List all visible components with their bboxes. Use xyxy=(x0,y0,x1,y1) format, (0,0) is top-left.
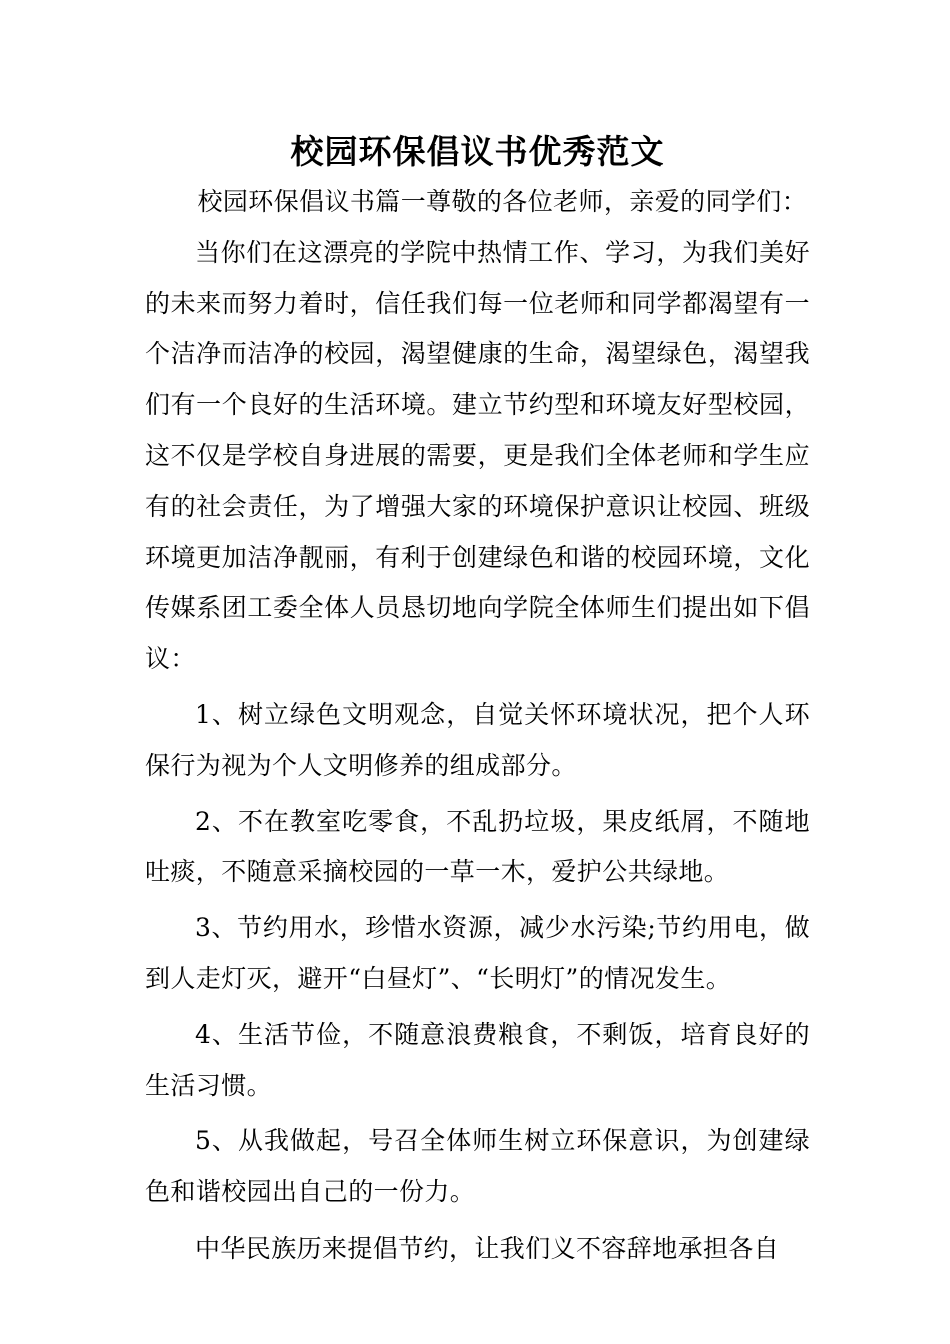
document-title: 校园环保倡议书优秀范文 xyxy=(290,132,665,171)
paragraph-item-3: 3、节约用水，珍惜水资源，减少水污染;节约用电，做到人走灯灭，避开“白昼灯”、“长明灯”的情况发生。 xyxy=(145,913,810,993)
document-page xyxy=(145,128,810,1275)
paragraph-item-4: 4、生活节俭，不随意浪费粮食，不剩饭，培育良好的生活习惯。 xyxy=(145,1019,810,1100)
greeting-line: 校园环保倡议书篇一尊敬的各位老师，亲爱的同学们： xyxy=(197,187,808,216)
paragraph-item-2: 2、不在教室吃零食，不乱扔垃圾，果皮纸屑，不随地吐痰，不随意采摘校园的一草一木，爱护公共绿地。 xyxy=(145,806,810,887)
paragraph-item-5: 5、从我做起，号召全体师生树立环保意识，为创建绿色和谐校园出自己的一份力。 xyxy=(145,1126,810,1207)
paragraph-item-1: 1、树立绿色文明观念，自觉关怀环境状况，把个人环保行为视为个人文明修养的组成部分。 xyxy=(145,699,810,780)
paragraph-closing: 中华民族历来提倡节约，让我们义不容辞地承担各自 xyxy=(195,1233,780,1263)
paragraph-intro: 当你们在这漂亮的学院中热情工作、学习，为我们美好的未来而努力着时，信任我们每一位老师和同学都渴望有一个洁净而洁净的校园，渴望健康的生命，渴望绿色，渴望我们有一个良好的生活环境。建立节约型和环境友好型校园，这不仅是学校自身进展的需要，更是我们全体老师和学生应有的社会责任，为了增强大家的环境保护意识让校园、班级环境更加洁净靓丽，有利于创建绿色和谐的校园环境，文化传媒系团工委全体人员恳切地向学院全体师生们提出如下倡议： xyxy=(145,237,810,674)
